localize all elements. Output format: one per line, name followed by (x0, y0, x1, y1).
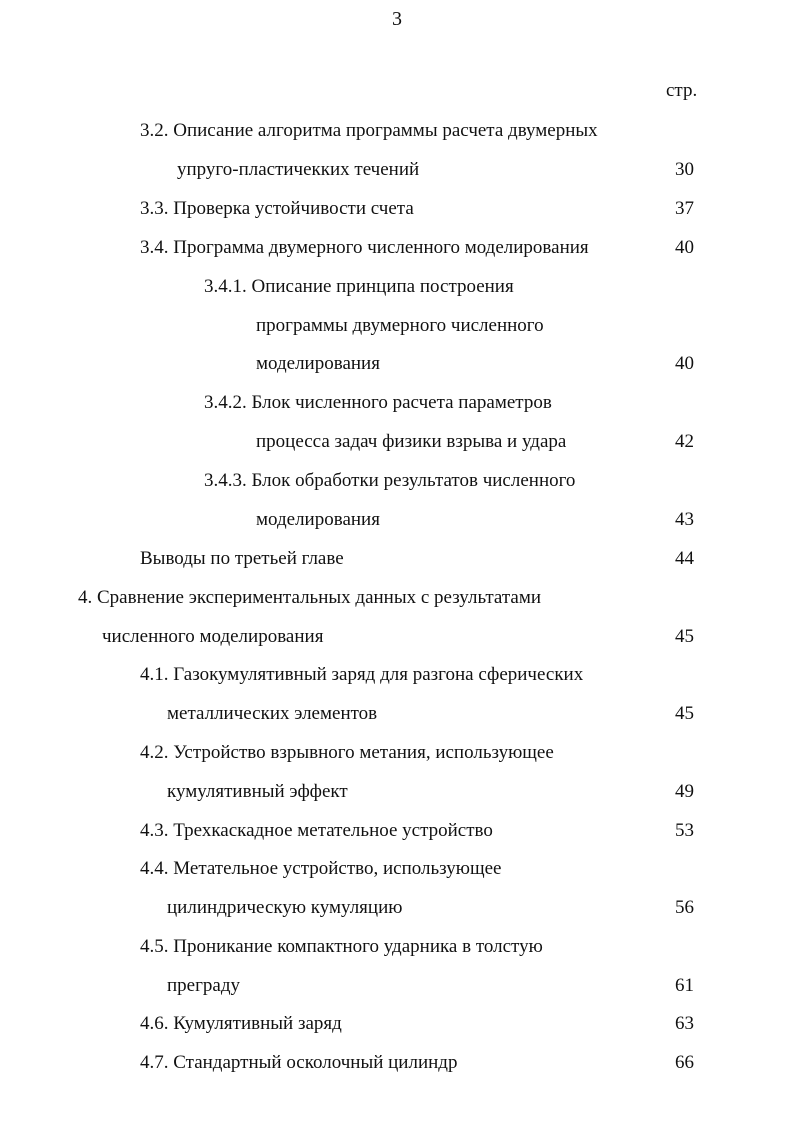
toc-entry-title-cont: процесса задач физики взрыва и удара (256, 431, 567, 452)
toc-entry-title: 3.4.2. Блок численного расчета параметров (204, 392, 552, 413)
toc-entry-page: 61 (675, 975, 694, 996)
toc-entry-title-cont: моделирования (256, 509, 380, 530)
page-column-header: стр. (666, 80, 698, 101)
toc-entry-page: 40 (675, 353, 694, 374)
toc-entry-page: 56 (675, 897, 694, 918)
toc-entry-title-cont: металлических элементов (167, 703, 378, 724)
toc-entry-page: 66 (675, 1052, 694, 1073)
toc-entry-page: 40 (675, 237, 694, 258)
page-number: 3 (392, 8, 402, 30)
toc-entry-title: Выводы по третьей главе (140, 548, 344, 569)
toc-entry-title-cont: упруго-пластичекких течений (177, 159, 420, 180)
toc-entry-title: 3.4.3. Блок обработки результатов численного (204, 470, 576, 491)
toc-chapter-title-cont: численного моделирования (102, 626, 324, 647)
toc-entry-title: 4.4. Метательное устройство, использующее (140, 858, 502, 879)
toc-entry-page: 30 (675, 159, 694, 180)
toc-entry-title: 4.2. Устройство взрывного метания, использующее (140, 742, 554, 763)
toc-entry-page: 43 (675, 509, 694, 530)
toc-entry-title-cont: программы двумерного численного (256, 315, 544, 336)
toc-entry-title: 4.1. Газокумулятивный заряд для разгона сферических (140, 664, 584, 685)
toc-entry-title: 3.4. Программа двумерного численного моделирования (140, 237, 589, 258)
toc-entry-page: 63 (675, 1013, 694, 1034)
toc-entry-page: 42 (675, 431, 694, 452)
toc-entry-page: 37 (675, 198, 694, 219)
toc-entry-title: 4.5. Проникание компактного ударника в толстую (140, 936, 543, 957)
toc-entry-title-cont: преграду (167, 975, 240, 996)
toc-entry-title: 4.7. Стандартный осколочный цилиндр (140, 1052, 458, 1073)
toc-entry-title: 4.6. Кумулятивный заряд (140, 1013, 342, 1034)
toc-entry-title: 4.3. Трехкаскадное метательное устройство (140, 820, 493, 841)
toc-entry-page: 44 (675, 548, 694, 569)
toc-entry-title-cont: цилиндрическую кумуляцию (167, 897, 403, 918)
toc-entry-title-cont: кумулятивный эффект (167, 781, 348, 802)
toc-entry-title-cont: моделирования (256, 353, 380, 374)
toc-entry-page: 53 (675, 820, 694, 841)
toc-chapter-title: 4. Сравнение экспериментальных данных с результатами (78, 587, 542, 608)
toc-entry-title: 3.3. Проверка устойчивости счета (140, 198, 414, 219)
toc-entry-title: 3.2. Описание алгоритма программы расчета двумерных (140, 120, 598, 141)
toc-entry-page: 49 (675, 781, 694, 802)
toc-entry-page: 45 (675, 703, 694, 724)
toc-entry-title: 3.4.1. Описание принципа построения (204, 276, 514, 297)
toc-entry-page: 45 (675, 626, 694, 647)
